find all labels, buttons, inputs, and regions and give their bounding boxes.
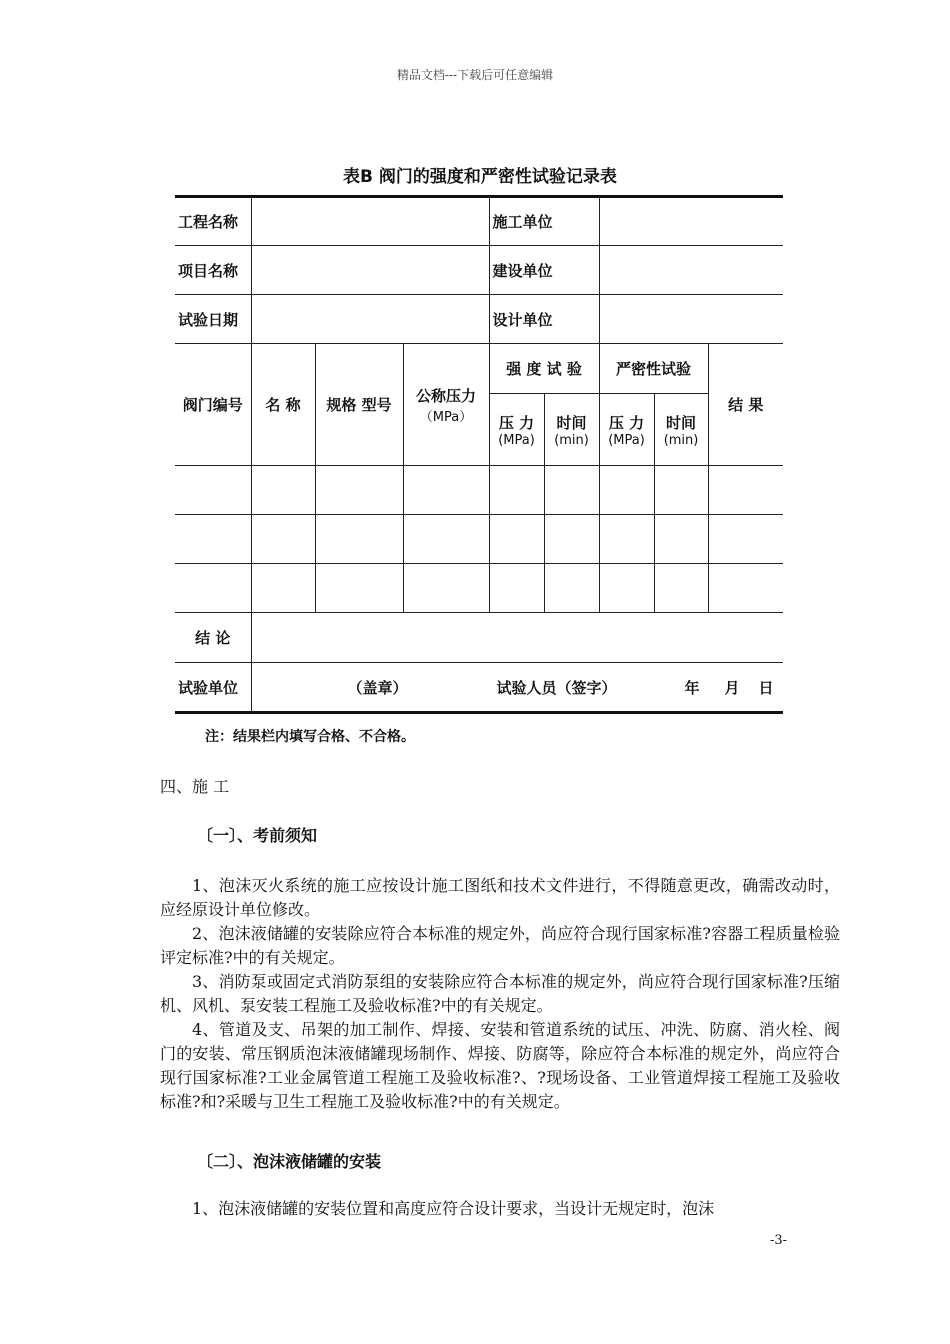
name-header: 名 称: [251, 344, 315, 466]
subsection-tank-installation: 〔二〕、泡沫液储罐的安装: [197, 1152, 382, 1171]
table-cell[interactable]: [175, 466, 251, 515]
table-cell[interactable]: [251, 564, 315, 613]
project-name-label: 工程名称: [175, 197, 251, 246]
info-row: [175, 295, 783, 344]
table-cell[interactable]: [489, 564, 544, 613]
nominal-pressure-header: [403, 344, 489, 466]
tightness-time-header: [654, 394, 708, 466]
table-note: 注：结果栏内填写合格、不合格。: [205, 729, 415, 745]
tightness-pressure-label: 压 力: [608, 413, 645, 432]
valve-no-header: 阀门编号: [175, 344, 251, 466]
table-cell[interactable]: [403, 466, 489, 515]
table-row: [175, 515, 783, 564]
builder-unit-label: 建设单位: [489, 246, 599, 295]
table-title: 表B 阀门的强度和严密性试验记录表: [343, 167, 617, 187]
tank-installation-body: [160, 1197, 840, 1221]
project-name-value[interactable]: [251, 197, 489, 246]
paragraph: 1、泡沫灭火系统的施工应按设计施工图纸和技术文件进行，不得随意更改，确需改动时，应经原设计单位修改。: [160, 876, 840, 919]
result-header: 结 果: [708, 344, 783, 466]
table-cell[interactable]: [654, 564, 708, 613]
precautions-body: [160, 874, 840, 1114]
construction-unit-label: 施工单位: [489, 197, 599, 246]
section-title: 四、施 工: [160, 777, 230, 796]
table-row: [175, 564, 783, 613]
signature-row: [175, 663, 783, 713]
construction-unit-value[interactable]: [599, 197, 783, 246]
strength-time-unit: (min): [554, 432, 589, 448]
day-label: 日: [758, 679, 774, 697]
table-cell[interactable]: [654, 466, 708, 515]
year-label: 年: [684, 679, 700, 697]
tightness-pressure-unit: (MPa): [608, 432, 645, 448]
info-row: [175, 246, 783, 295]
table-cell[interactable]: [489, 515, 544, 564]
subsection-precautions: 〔一〕、考前须知: [197, 826, 318, 845]
table-cell[interactable]: [315, 466, 403, 515]
tightness-time-unit: (min): [663, 432, 699, 448]
table-row: [175, 466, 783, 515]
design-unit-value[interactable]: [599, 295, 783, 344]
strength-pressure-header: [489, 394, 544, 466]
builder-unit-value[interactable]: [599, 246, 783, 295]
strength-test-header: 强 度 试 验: [489, 344, 599, 394]
paragraph: 1、泡沫液储罐的安装位置和高度应符合设计要求，当设计无规定时，泡沫: [192, 1199, 715, 1218]
table-cell[interactable]: [708, 564, 783, 613]
nominal-pressure-unit: （MPa）: [419, 409, 473, 425]
item-name-value[interactable]: [251, 246, 489, 295]
conclusion-value[interactable]: [251, 613, 783, 663]
paragraph: 2、泡沫液储罐的安装除应符合本标准的规定外，尚应符合现行国家标准?容器工程质量检验评定标准?中的有关规定。: [160, 924, 840, 967]
table-cell[interactable]: [489, 466, 544, 515]
conclusion-row: [175, 613, 783, 663]
table-cell[interactable]: [251, 466, 315, 515]
table-cell[interactable]: [599, 466, 654, 515]
table-cell[interactable]: [544, 564, 599, 613]
paragraph: 3、消防泵或固定式消防泵组的安装除应符合本标准的规定外，尚应符合现行国家标准?压缩机、风机、泵安装工程施工及验收标准?中的有关规定。: [160, 972, 840, 1015]
table-cell[interactable]: [251, 515, 315, 564]
valve-test-record-table: [175, 195, 783, 714]
test-date-label: 试验日期: [175, 295, 251, 344]
strength-time-header: [544, 394, 599, 466]
tightness-pressure-header: [599, 394, 654, 466]
nominal-pressure-label: 公称压力: [416, 386, 477, 405]
seal-label: （盖章）: [347, 679, 408, 697]
table-cell[interactable]: [654, 515, 708, 564]
tightness-test-header: 严密性试验: [599, 344, 708, 394]
table-cell[interactable]: [708, 515, 783, 564]
page-number: -3-: [770, 1233, 788, 1248]
table-cell[interactable]: [599, 515, 654, 564]
item-name-label: 项目名称: [175, 246, 251, 295]
table-cell[interactable]: [599, 564, 654, 613]
table-cell[interactable]: [708, 466, 783, 515]
table-cell[interactable]: [544, 515, 599, 564]
spec-header: 规格 型号: [315, 344, 403, 466]
info-row: [175, 197, 783, 246]
signature-cell[interactable]: [251, 663, 783, 713]
tightness-time-label: 时间: [666, 413, 697, 432]
table-cell[interactable]: [544, 466, 599, 515]
page-header: 精品文档---下载后可任意编辑: [396, 68, 554, 82]
table-cell[interactable]: [175, 515, 251, 564]
signer-label: 试验人员（签字）: [496, 679, 617, 697]
month-label: 月: [724, 679, 740, 697]
strength-time-label: 时间: [556, 413, 587, 432]
paragraph: 4、管道及支、吊架的加工制作、焊接、安装和管道系统的试压、冲洗、防腐、消火栓、阀门的安装、常压钢质泡沫液储罐现场制作、焊接、防腐等，除应符合本标准的规定外，尚应符合现行国家标准?工业金属管道工程施工及验收标准?、?现场设备、工业管道焊接工程施工及验收标准?和?采暖与卫生工程施工及验收标准?中的有关规定。: [160, 1020, 840, 1111]
test-unit-label: 试验单位: [175, 663, 251, 713]
test-date-value[interactable]: [251, 295, 489, 344]
strength-pressure-label: 压 力: [498, 413, 535, 432]
column-header-row: [175, 344, 783, 394]
design-unit-label: 设计单位: [489, 295, 599, 344]
conclusion-label: 结 论: [175, 613, 251, 663]
strength-pressure-unit: (MPa): [498, 432, 535, 448]
table-cell[interactable]: [403, 515, 489, 564]
table-cell[interactable]: [315, 564, 403, 613]
table-cell[interactable]: [403, 564, 489, 613]
table-cell[interactable]: [315, 515, 403, 564]
table-cell[interactable]: [175, 564, 251, 613]
